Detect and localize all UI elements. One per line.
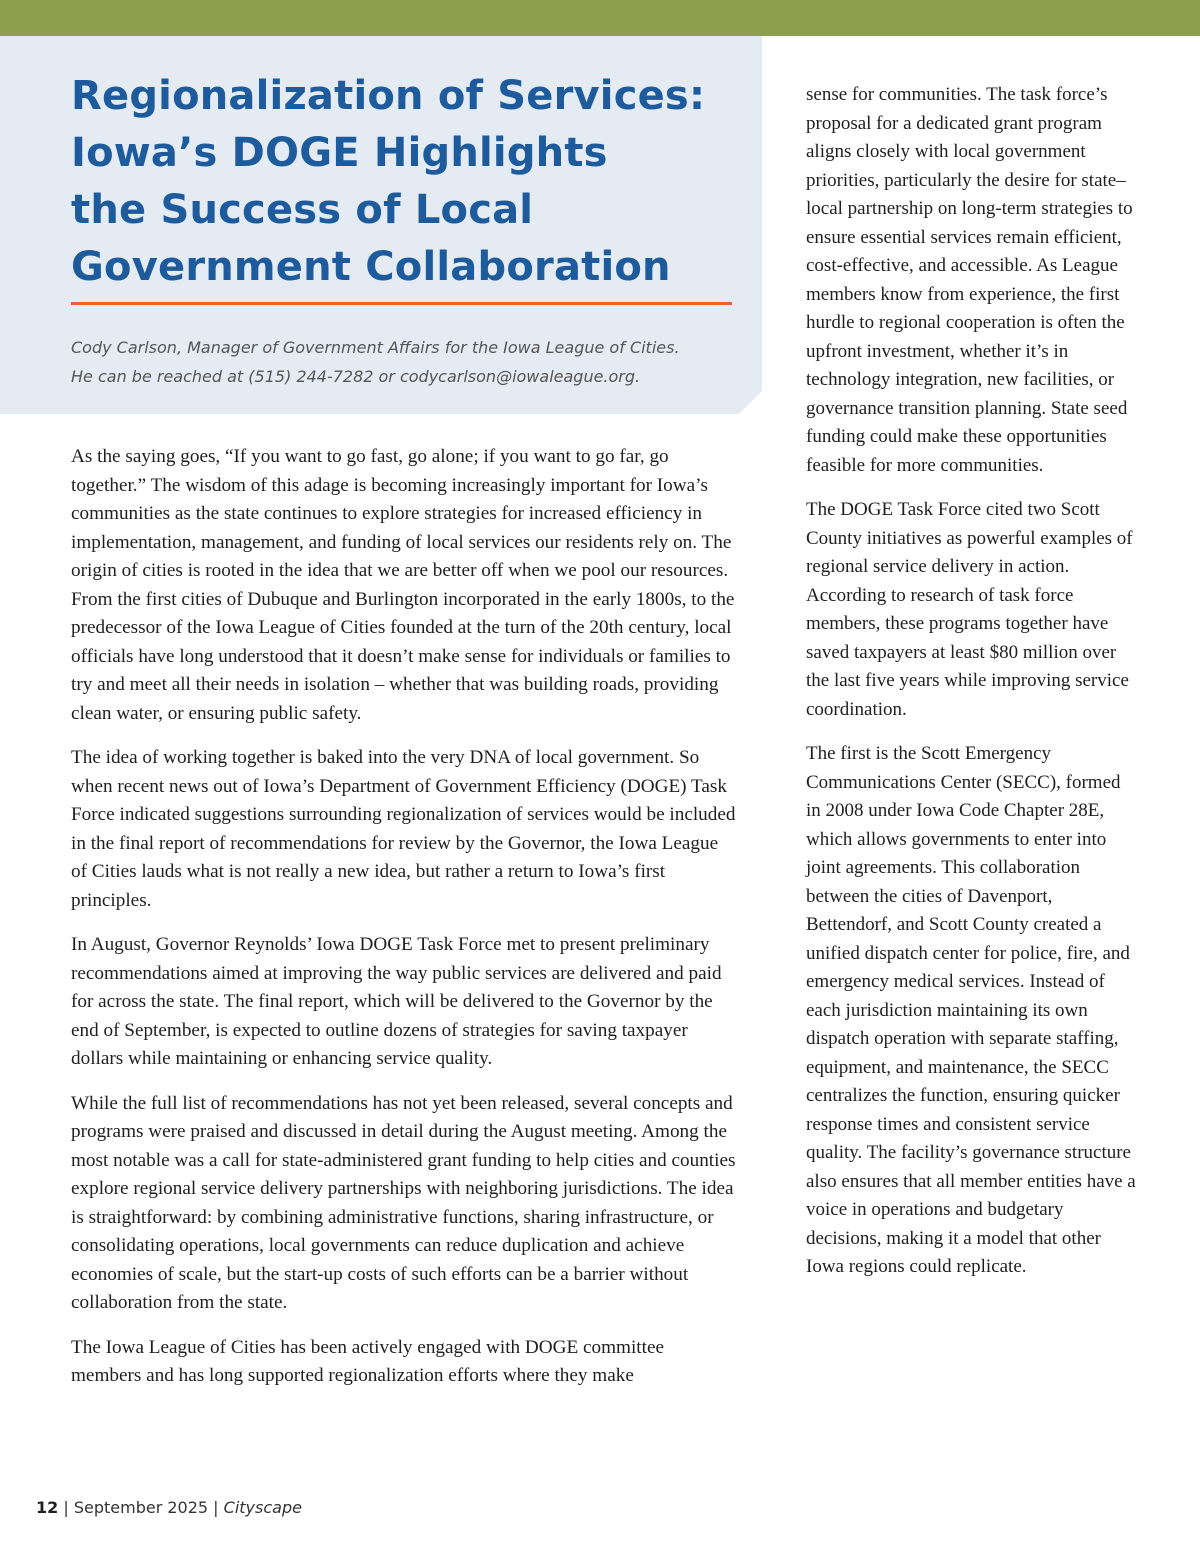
title-divider <box>71 302 732 305</box>
title-line: the Success of Local <box>71 187 534 233</box>
title-line: Iowa’s DOGE Highlights <box>71 130 608 176</box>
byline-line: Cody Carlson, Manager of Government Affairs for the Iowa League of Cities. <box>71 338 680 357</box>
body-paragraph: sense for communities. The task force’s proposal for a dedicated grant program aligns closely with local government priorities, particularly the desire for state–local partnership on long-term strategies to ensure essential services remain efficient, cost-effective, and accessible. As League members know from experience, the first hurdle to regional cooperation is often the upfront investment, whether it’s in technology integration, new facilities, or governance transition planning. State seed funding could make these opportunities feasible for more communities. <box>806 84 1133 476</box>
body-paragraph: The Iowa League of Cities has been actively engaged with DOGE committee members and has long supported regionalization efforts where they make <box>71 1336 665 1386</box>
left-column <box>71 443 736 1407</box>
footer-separator: | <box>58 1498 74 1517</box>
footer-separator: | <box>208 1498 224 1517</box>
body-paragraph: The idea of working together is baked into the very DNA of local government. So when recent news out of Iowa’s Department of Government Efficiency (DOGE) Task Force indicated suggestions surrounding regionalization of services would be included in the final report of recommendations for review by the Governor, the Iowa League of Cities lauds what is not really a new idea, but rather a return to Iowa’s first principles. <box>71 747 736 911</box>
page-number: 12 <box>36 1498 59 1517</box>
body-paragraph: The first is the Scott Emergency Communications Center (SECC), formed in 2008 under Iowa Code Chapter 28E, which allows governments to enter into joint agreements. This collaboration between the cities of Davenport, Bettendorf, and Scott County created a unified dispatch center for police, fire, and emergency medical services. Instead of each jurisdiction maintaining its own dispatch operation with separate staffing, equipment, and maintenance, the SECC centralizes the function, ensuring quicker response times and consistent service quality. The facility’s governance structure also ensures that all member entities have a voice in operations and budgetary decisions, making it a model that other Iowa regions could replicate. <box>806 743 1136 1277</box>
body-paragraph: As the saying goes, “If you want to go fast, go alone; if you want to go far, go together.” The wisdom of this adage is becoming increasingly important for Iowa’s communities as the state continues to explore strategies for increased efficiency in implementation, management, and funding of local services our residents rely on. The origin of cities is rooted in the idea that we are better off when we pool our resources. From the first cities of Dubuque and Burlington incorporated in the early 1800s, to the predecessor of the Iowa League of Cities founded at the turn of the 20th century, local officials have long understood that it doesn’t make sense for individuals or families to try and meet all their needs in isolation – whether that was building roads, providing clean water, or ensuring public safety. <box>71 446 735 724</box>
page-footer <box>36 1498 302 1517</box>
title-line: Government Collaboration <box>71 244 671 290</box>
article-title <box>71 68 751 296</box>
issue-date: September 2025 <box>73 1498 209 1517</box>
magazine-name: Cityscape <box>223 1498 302 1517</box>
body-paragraph: In August, Governor Reynolds’ Iowa DOGE Task Force met to present preliminary recommendations aimed at improving the way public services are delivered and paid for across the state. The final report, which will be delivered to the Governor by the end of September, is expected to outline dozens of strategies for saving taxpayer dollars while maintaining or enhancing service quality. <box>71 934 722 1069</box>
title-line: Regionalization of Services: <box>71 73 706 119</box>
body-paragraph: While the full list of recommendations has not yet been released, several concepts and programs were praised and discussed in detail during the August meeting. Among the most notable was a call for state-administered grant funding to help cities and counties explore regional service delivery partnerships with neighboring jurisdictions. The idea is straightforward: by combining administrative functions, sharing infrastructure, or consolidating operations, local governments can reduce duplication and achieve economies of scale, but the start-up costs of such efforts can be a barrier without collaboration from the state. <box>71 1092 736 1313</box>
byline-line: He can be reached at (515) 244-7282 or codycarlson@iowaleague.org. <box>71 367 641 386</box>
top-accent-bar <box>0 0 1200 36</box>
right-column <box>806 81 1136 1298</box>
body-paragraph: The DOGE Task Force cited two Scott County initiatives as powerful examples of regional service delivery in action. According to research of task force members, these programs together have saved taxpayers at least $80 million over the last five years while improving service coordination. <box>806 499 1133 720</box>
author-byline <box>71 333 761 391</box>
